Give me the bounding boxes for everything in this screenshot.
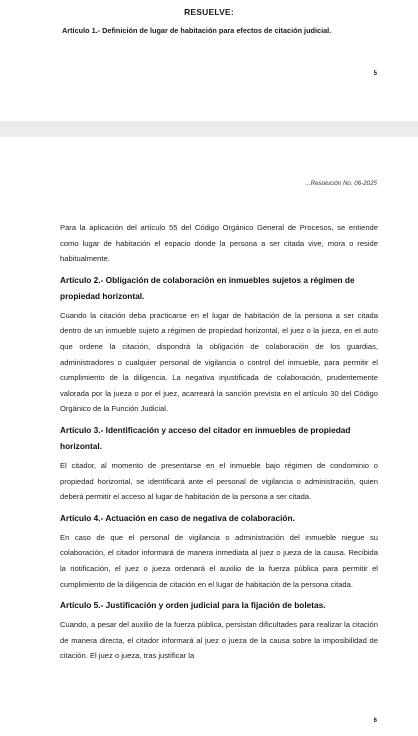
article-2-title: Artículo 2.- Obligación de colaboración en inmuebles sujetos a régimen de propiedad horizontal.	[60, 274, 355, 301]
resolution-reference: ...Resolución No. 06-2025	[305, 180, 377, 187]
article-3-title: Artículo 3.- Identificación y acceso del citador en inmuebles de propiedad horizontal.	[60, 424, 351, 451]
document-page-1	[0, 0, 418, 121]
article-4-text: En caso de que el personal de vigilancia o administración del inmueble niegue su colaboración, el citador informará de manera inmediata al juez o jueza de la causa. Recibida la notificación, el juez o jueza ordenará el auxilio de la fuerza pública para permitir el cumplimiento de la diligencia de citación en el lugar de habitación de la persona citada.	[60, 532, 378, 589]
article-4-title: Artículo 4.- Actuación en caso de negativa de colaboración.	[60, 512, 295, 523]
intro-paragraph: Para la aplicación del artículo 55 del Código Orgánico General de Procesos, se entiende como lugar de habitación el espacio donde la persona a ser citada vive, mora o reside habitualmente.	[60, 223, 378, 264]
resuelve-heading: RESUELVE:	[184, 7, 234, 17]
page-number: 6	[373, 718, 377, 724]
article-2-text: Cuando la citación deba practicarse en el lugar de habitación de la persona a ser citada dentro de un inmueble sujeto a régimen de propiedad horizontal, el juez o la jueza, en el auto que ordene la citación, dispondrá la obligación de colaboración de los guardias, administradores o cualquier personal de vigilancia o control del inmueble, para permitir el cumplimiento de la diligencia. La negativa injustificada de colaboración, prudentemente valorada por la jueza o por el juez, acarreará la sanción prevista en el artículo 30 del Código Orgánico de la Función Judicial.	[60, 310, 378, 414]
article-1-title: Artículo 1.- Definición de lugar de habitación para efectos de citación judicial.	[62, 26, 332, 35]
article-5-text: Cuando, a pesar del auxilio de la fuerza pública, persistan dificultades para realizar la citación de manera directa, el citador informará al juez o jueza de la causa sobre la imposibilidad de citación. El juez o jueza, tras justificar la	[60, 620, 378, 661]
article-5-title: Artículo 5.- Justificación y orden judicial para la fijación de boletas.	[60, 600, 326, 611]
document-body	[60, 220, 378, 669]
page-number: 5	[373, 71, 377, 77]
page-separator	[0, 121, 418, 137]
article-3-text: El citador, al momento de presentarse en el inmueble bajo régimen de condominio o propiedad horizontal, se identificará ante el personal de vigilancia o administración, quien deberá permitir el acceso al lugar de habitación de la persona a ser citada.	[60, 460, 378, 502]
document-page-2	[0, 137, 418, 736]
